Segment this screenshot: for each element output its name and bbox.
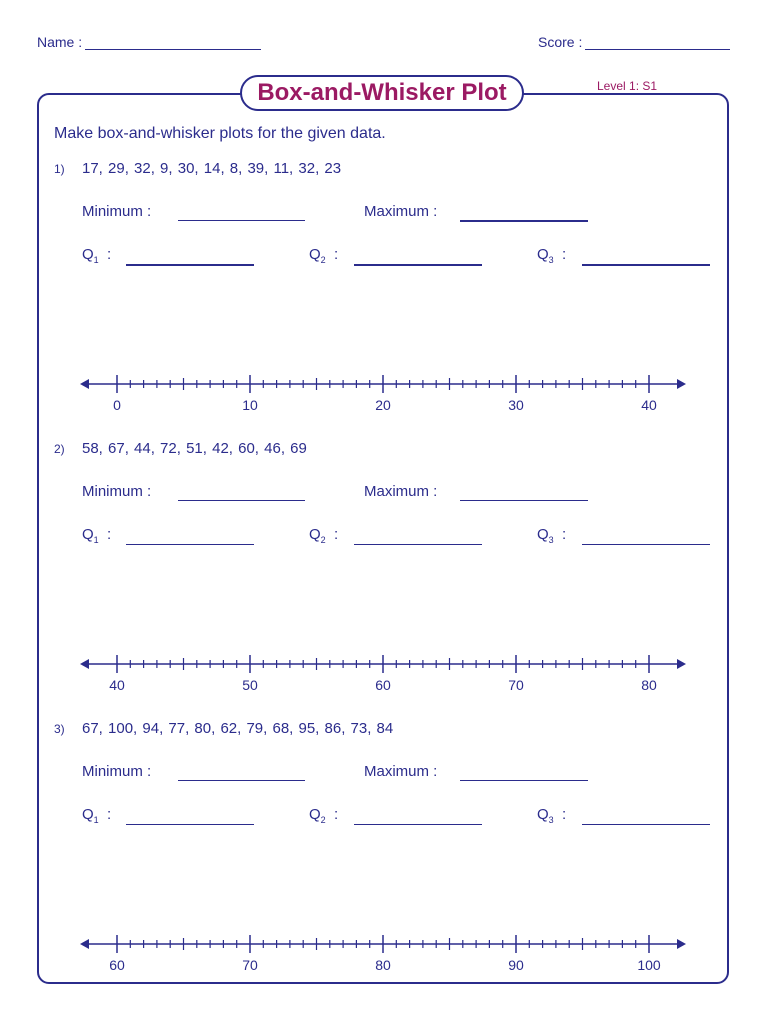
- left-arrow-icon: [80, 659, 89, 669]
- right-arrow-icon: [677, 379, 686, 389]
- q2-label: $Q_2$ :: [309, 246, 339, 265]
- tick-label: 20: [375, 397, 391, 413]
- q3-answer-line[interactable]: [582, 824, 710, 825]
- q3-label: $Q_3$ :: [537, 246, 567, 265]
- tick-label: 70: [242, 957, 258, 973]
- number-line: [80, 372, 686, 422]
- problem-data: 17, 29, 32, 9, 30, 14, 8, 39, 11, 32, 23: [82, 160, 342, 177]
- left-arrow-icon: [80, 379, 89, 389]
- tick-label: 90: [508, 957, 524, 973]
- tick-label: 80: [641, 677, 657, 693]
- problem-2: [0, 440, 768, 710]
- q1-label: $Q_1$ :: [82, 806, 112, 825]
- tick-label: 60: [375, 677, 391, 693]
- number-line-svg: [80, 932, 686, 982]
- maximum-answer-line[interactable]: [460, 780, 588, 781]
- tick-label: 40: [641, 397, 657, 413]
- number-line: [80, 652, 686, 702]
- right-arrow-icon: [677, 659, 686, 669]
- q1-label: $Q_1$ :: [82, 526, 112, 545]
- maximum-answer-line[interactable]: [460, 220, 588, 222]
- left-arrow-icon: [80, 939, 89, 949]
- q2-label: $Q_2$ :: [309, 526, 339, 545]
- q3-answer-line[interactable]: [582, 264, 710, 266]
- q3-label: $Q_3$ :: [537, 806, 567, 825]
- q1-label: $Q_1$ :: [82, 246, 112, 265]
- problem-number: 3): [54, 722, 65, 736]
- q3-answer-line[interactable]: [582, 544, 710, 545]
- tick-label: 80: [375, 957, 391, 973]
- instruction-text: Make box-and-whisker plots for the given data.: [54, 125, 386, 142]
- problem-1: [0, 160, 768, 430]
- maximum-label: Maximum :: [364, 483, 438, 500]
- maximum-label: Maximum :: [364, 203, 438, 220]
- minimum-answer-line[interactable]: [178, 500, 305, 501]
- q1-answer-line[interactable]: [126, 544, 254, 545]
- q1-answer-line[interactable]: [126, 264, 254, 266]
- tick-label: 0: [113, 397, 121, 413]
- right-arrow-icon: [677, 939, 686, 949]
- problem-number: 2): [54, 442, 65, 456]
- minimum-answer-line[interactable]: [178, 780, 305, 781]
- score-answer-line[interactable]: [585, 49, 730, 50]
- minimum-answer-line[interactable]: [178, 220, 305, 221]
- problem-number: 1): [54, 162, 65, 176]
- name-label: Name :: [37, 34, 83, 50]
- number-line-svg: [80, 372, 686, 422]
- maximum-answer-line[interactable]: [460, 500, 588, 501]
- tick-label: 50: [242, 677, 258, 693]
- q1-answer-line[interactable]: [126, 824, 254, 825]
- tick-label: 100: [637, 957, 661, 973]
- q3-label: $Q_3$ :: [537, 526, 567, 545]
- number-line: [80, 932, 686, 982]
- minimum-label: Minimum :: [82, 763, 152, 780]
- q2-label: $Q_2$ :: [309, 806, 339, 825]
- name-answer-line[interactable]: [85, 49, 261, 50]
- problem-data: 67, 100, 94, 77, 80, 62, 79, 68, 95, 86, 73, 84: [82, 720, 394, 737]
- problem-data: 58, 67, 44, 72, 51, 42, 60, 46, 69: [82, 440, 307, 457]
- tick-label: 30: [508, 397, 524, 413]
- q2-answer-line[interactable]: [354, 264, 482, 266]
- tick-label: 70: [508, 677, 524, 693]
- tick-label: 10: [242, 397, 258, 413]
- tick-label: 60: [109, 957, 125, 973]
- q2-answer-line[interactable]: [354, 824, 482, 825]
- tick-label: 40: [109, 677, 125, 693]
- score-label: Score :: [538, 34, 583, 50]
- level-label: Level 1: S1: [597, 79, 658, 93]
- minimum-label: Minimum :: [82, 203, 152, 220]
- number-line-svg: [80, 652, 686, 702]
- minimum-label: Minimum :: [82, 483, 152, 500]
- q2-answer-line[interactable]: [354, 544, 482, 545]
- worksheet-title: Box-and-Whisker Plot: [240, 75, 524, 111]
- problem-3: [0, 720, 768, 990]
- maximum-label: Maximum :: [364, 763, 438, 780]
